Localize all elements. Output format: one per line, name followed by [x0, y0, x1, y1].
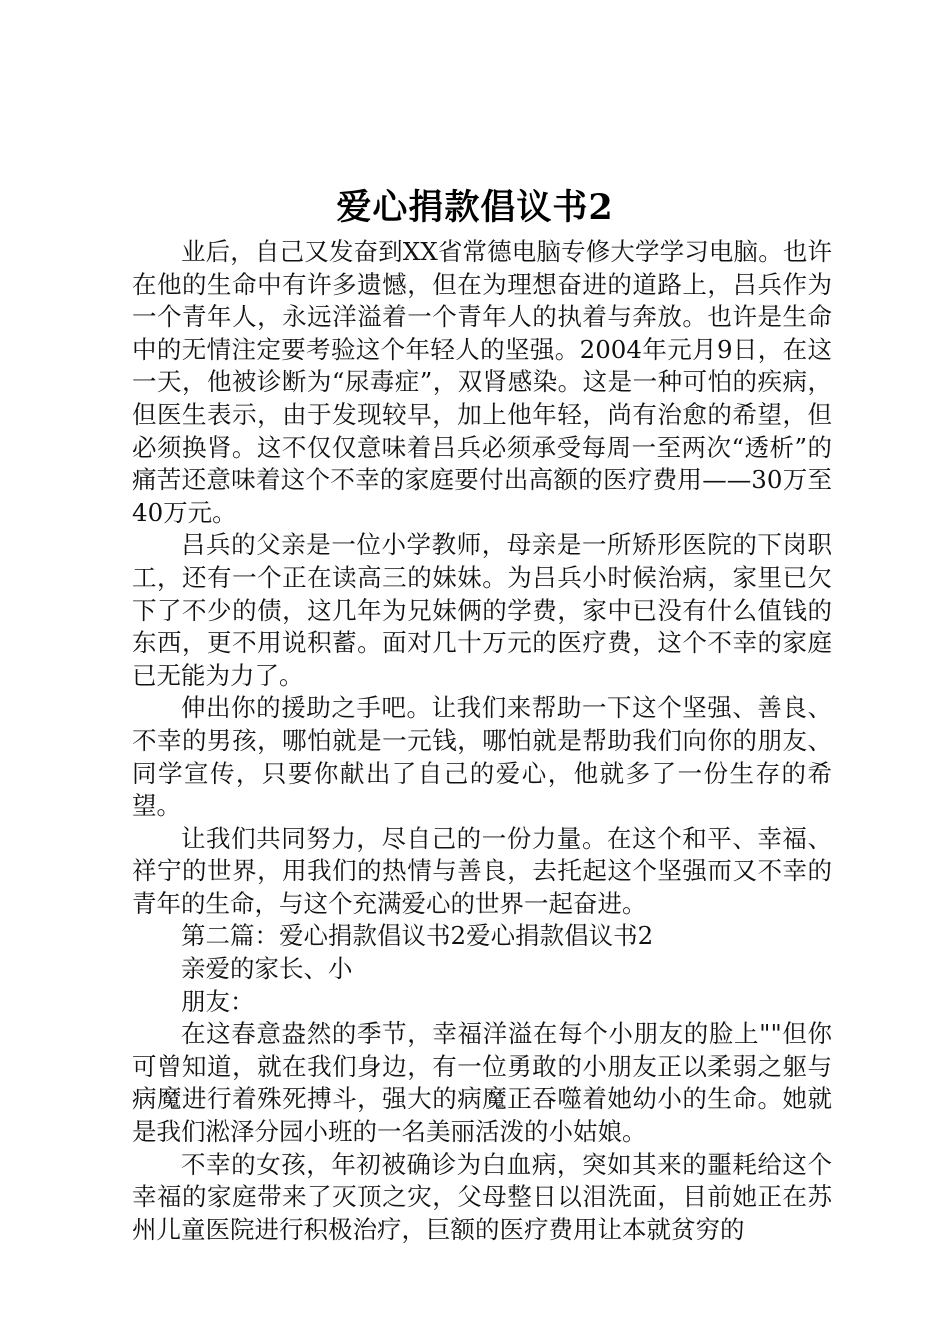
salutation-line: 亲爱的家长、小 — [181, 954, 353, 984]
paragraph: 吕兵的父亲是一位小学教师，母亲是一所矫形医院的下岗职工，还有一个正在读高三的妹妹。为吕兵小时候治病，家里已欠下了不少的债，这几年为兄妹俩的学费，家中已没有什么值钱的东西，更不用说积蓄。面对几十万元的医疗费，这个不幸的家庭已无能为力了。 — [132, 530, 832, 690]
paragraph: 在这春意盎然的季节，幸福洋溢在每个小朋友的脸上""但你可曾知道，就在我们身边，有一位勇敢的小朋友正以柔弱之躯与病魔进行着殊死搏斗，强大的病魔正吞噬着她幼小的生命。她就是我们淞泽分园小班的一名美丽活泼的小姑娘。 — [132, 1019, 832, 1147]
section-heading: 第二篇：爱心捐款倡议书2爱心捐款倡议书2 — [181, 921, 654, 951]
document-body — [132, 236, 832, 1246]
paragraph: 伸出你的援助之手吧。让我们来帮助一下这个坚强、善良、不幸的男孩，哪怕就是一元钱，哪怕就是帮助我们向你的朋友、同学宣传，只要你献出了自己的爱心，他就多了一份生存的希望。 — [132, 693, 832, 821]
salutation-line: 朋友： — [181, 986, 255, 1016]
paragraph: 不幸的女孩，年初被确诊为白血病，突如其来的噩耗给这个幸福的家庭带来了灭顶之灾，父母整日以泪洗面，目前她正在苏州儿童医院进行积极治疗，巨额的医疗费用让本就贫穷的 — [132, 1149, 832, 1244]
document-title: 爱心捐款倡议书2 — [336, 187, 614, 228]
paragraph: 业后，自己又发奋到XX省常德电脑专修大学学习电脑。也许在他的生命中有许多遗憾，但在为理想奋进的道路上，吕兵作为一个青年人，永远洋溢着一个青年人的执着与奔放。也许是生命中的无情注定要考验这个年轻人的坚强。2004年元月9日，在这一天，他被诊断为“尿毒症”，双肾感染。这是一种可怕的疾病，但医生表示，由于发现较早，加上他年轻，尚有治愈的希望，但必须换肾。这不仅仅意味着吕兵必须承受每周一至两次“透析”的痛苦还意味着这个不幸的家庭要付出高额的医疗费用——30万至40万元。 — [132, 237, 832, 527]
paragraph: 让我们共同努力，尽自己的一份力量。在这个和平、幸福、祥宁的世界，用我们的热情与善良，去托起这个坚强而又不幸的青年的生命，与这个充满爱心的世界一起奋进。 — [132, 823, 832, 918]
